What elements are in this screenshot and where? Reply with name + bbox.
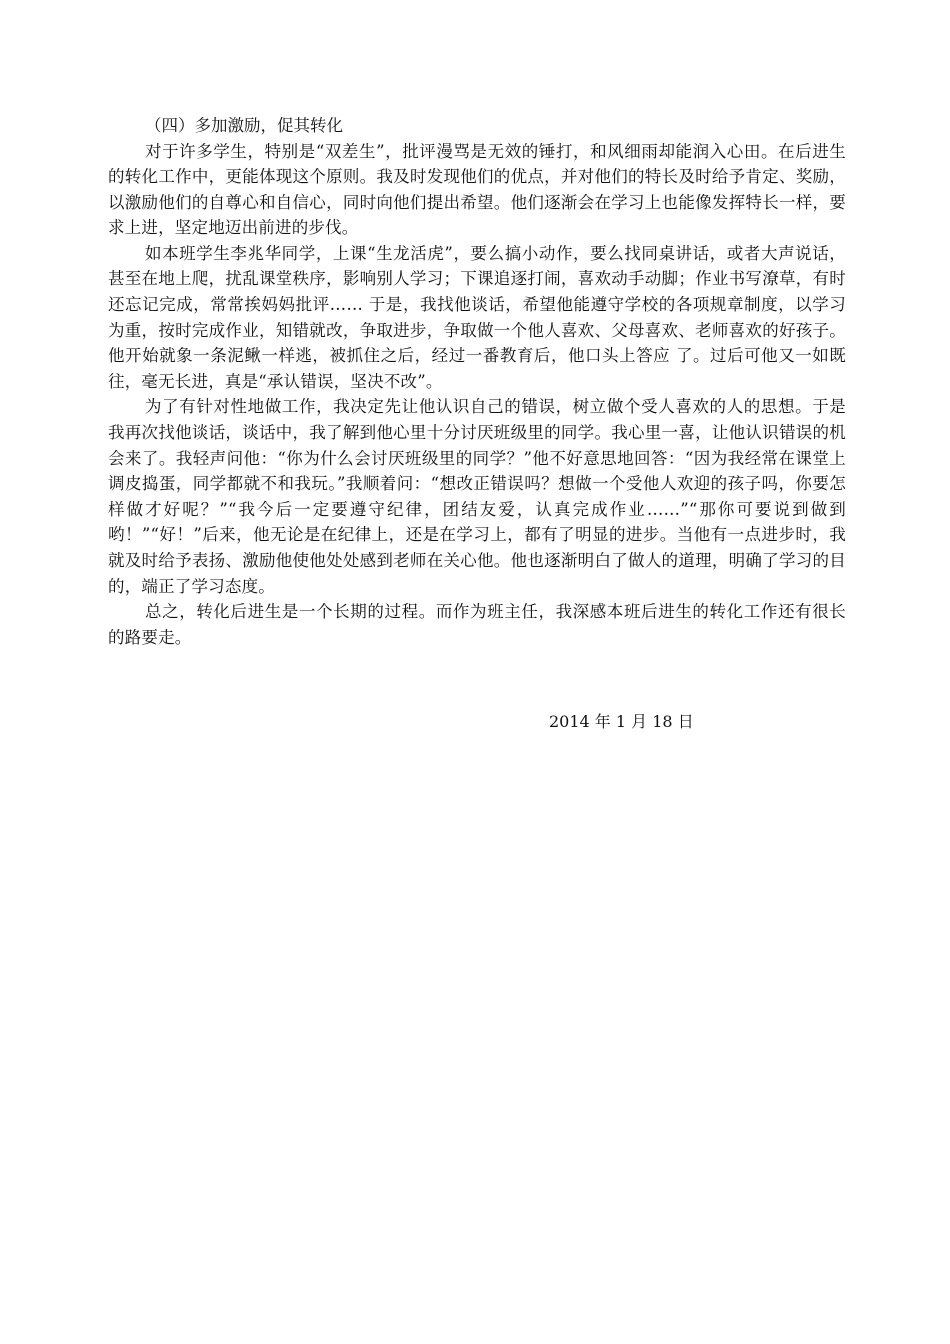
section-heading: （四）多加激励，促其转化 [145, 116, 343, 135]
document-date: 2014 年 1 月 18 日 [549, 712, 694, 731]
paragraph-student-example: 如本班学生李兆华同学，上课“生龙活虎”，要么搞小动作，要么找同桌讲话，或者大声说话，甚至在地上爬，扰乱课堂秩序，影响别人学习；下课追逐打闹，喜欢动手动脚；作业书写潦草，有时还忘记完成，常常挨妈妈批评…… 于是，我找他谈话，希望他能遵守学校的各项规章制度，以学习为重，按时完成作业，知错就改，争取进步，争取做一个他人喜欢、父母喜欢、老师喜欢的好孩子。他开始就象一条泥鳅一样逃，被抓住之后，经过一番教育后，他口头上答应 了。过后可他又一如既往，毫无长进，真是“承认错误，坚决不改”。 [108, 243, 846, 391]
paragraph-conclusion: 总之，转化后进生是一个长期的过程。而作为班主任，我深感本班后进生的转化工作还有很长的路要走。 [108, 602, 846, 647]
document-body [108, 113, 846, 650]
paragraph-praise-principle: 对于许多学生，特别是“双差生”，批评漫骂是无效的锤打，和风细雨却能润入心田。在后进生的转化工作中，更能体现这个原则。我及时发现他们的优点，并对他们的特长及时给予肯定、奖励，以激励他们的自尊心和自信心，同时向他们提出希望。他们逐渐会在学习上也能像发挥特长一样，要求上进，坚定地迈出前进的步伐。 [108, 141, 846, 238]
paragraph-conversation: 为了有针对性地做工作，我决定先让他认识自己的错误，树立做个受人喜欢的人的思想。于是我再次找他谈话，谈话中，我了解到他心里十分讨厌班级里的同学。我心里一喜，让他认识错误的机会来了。我轻声问他：“你为什么会讨厌班级里的同学？”他不好意思地回答：“因为我经常在课堂上调皮捣蛋，同学都就不和我玩。”我顺着问：“想改正错误吗？想做一个受他人欢迎的孩子吗，你要怎样做才好呢？”“我今后一定要遵守纪律，团结友爱，认真完成作业……”“那你可要说到做到哟！”“好！”后来，他无论是在纪律上，还是在学习上，都有了明显的进步。当他有一点进步时，我就及时给予表扬、激励他使他处处感到老师在关心他。他也逐渐明白了做人的道理，明确了学习的目的，端正了学习态度。 [108, 397, 846, 596]
